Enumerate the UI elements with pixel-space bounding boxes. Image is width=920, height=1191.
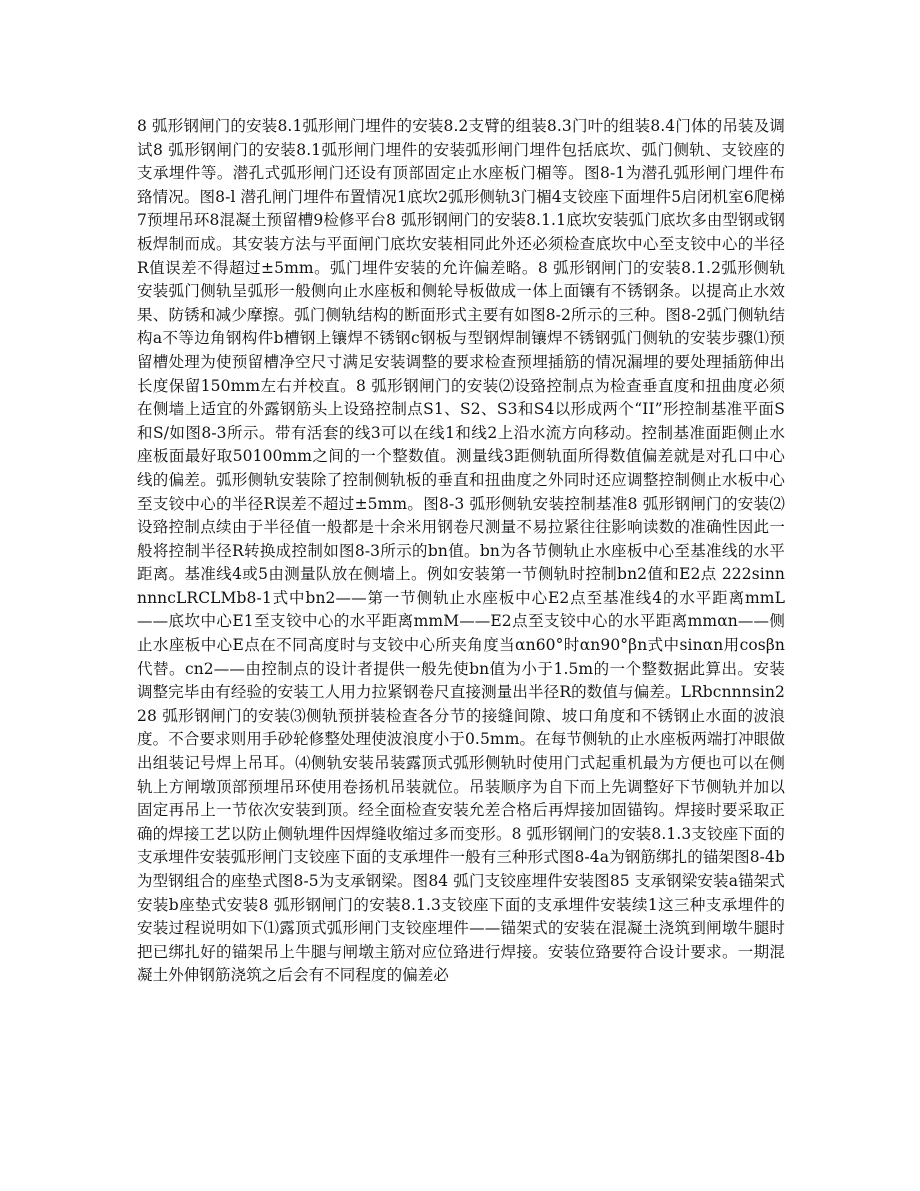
body-text: 8 弧形钢闸门的安装8.1弧形闸门埋件的安装8.2支臂的组装8.3门叶的组装8.4门体的吊装及调试8 弧形钢闸门的安装8.1弧形闸门埋件的安装弧形闸门埋件包括底坎、弧门侧轨、支铰座的支承埋件等。潜孔式弧形闸门还设有顶部固定止水座板门楣等。图8-1为潜孔弧形闸门埋件布臵情况。图8-l 潜孔闸门埋件布置情况1底坎2弧形侧轨3门楣4支铰座下面埋件5启闭机室6爬梯7预埋吊环8混凝土预留槽9检修平台8 弧形钢闸门的安装8.1.1底坎安装弧门底坎多由型钢或钢板焊制而成。其安装方法与平面闸门底坎安装相同此外还必须检查底坎中心至支铰中心的半径R值误差不得超过±5mm。弧门埋件安装的允许偏差略。8 弧形钢闸门的安装8.1.2弧形侧轨安装弧门侧轨呈弧形一般侧向止水座板和侧轮导板做成一体上面镶有不锈钢条。以提高止水效果、防锈和减少摩擦。弧门侧轨结构的断面形式主要有如图8-2所示的三种。图8-2弧门侧轨结构a不等边角钢构件b槽钢上镶焊不锈钢c钢板与型钢焊制镶焊不锈钢弧门侧轨的安装步骤⑴预留槽处理为使预留槽净空尺寸满足安装调整的要求检查预埋插筋的情况漏埋的要处理插筋伸出长度保留150mm左右并校直。8 弧形钢闸门的安装⑵设臵控制点为检查垂直度和扭曲度必须在侧墙上适宜的外露钢筋头上设臵控制点S1、S2、S3和S4以形成两个“II”形控制基准平面S和S/如图8-3所示。带有活套的线3可以在线1和线2上沿水流方向移动。控制基准面距侧止水座板面最好取50100mm之间的一个整数值。测量线3距侧轨面所得数值偏差就是对孔口中心线的偏差。弧形侧轨安装除了控制侧轨板的垂直和扭曲度之外同时还应调整控制侧止水板中心至支铰中心的半径R误差不超过±5mm。图8-3 弧形侧轨安装控制基准8 弧形钢闸门的安装⑵设臵控制点续由于半径值一般都是十余米用钢卷尺测量不易拉紧往往影响读数的准确性因此一般将控制半径R转换成控制如图8-3所示的bn值。bn为各节侧轨止水座板中心至基准线的水平距离。基准线4或5由测量队放在侧墙上。例如安装第一节侧轨时控制bn2值和E2点 222sinnnnncLRCLMb8-1式中bn2——第一节侧轨止水座板中心E2点至基准线4的水平距离mmL——底坎中心E1至支铰中心的水平距离mmM——E2点至支铰中心的水平距离mmαn——侧止水座板中心E点在不同高度时与支铰中心所夹角度当αn60°时αn90°βn式中sinαn用cosβn代替。cn2——由控制点的设计者提供一般先使bn值为小于1.5m的一个整数据此算出。安装调整完毕由有经验的安装工人用力拉紧钢卷尺直接测量出半径R的数值与偏差。LRbcnnnsin228 弧形钢闸门的安装⑶侧轨预拼装检查各分节的接缝间隙、坡口角度和不锈钢止水面的波浪度。不合要求则用手砂轮修整处理使波浪度小于0.5mm。在每节侧轨的止水座板两端打冲眼做出组装记号焊上吊耳。⑷侧轨安装吊装露顶式弧形侧轨时使用门式起重机最为方便也可以在侧轨上方闸墩顶部预埋吊环使用卷扬机吊装就位。吊装顺序为自下而上先调整好下节侧轨并加以固定再吊上一节依次安装到顶。经全面检查安装允差合格后再焊接加固锚钩。焊接时要采取正确的焊接工艺以防止侧轨埋件因焊缝收缩过多而变形。8 弧形钢闸门的安装8.1.3支铰座下面的支承埋件安装弧形闸门支铰座下面的支承埋件一般有三种形式图8-4a为钢筋绑扎的锚架图8-4b为型钢组合的座垫式图8-5为支承钢梁。图84 弧门支铰座埋件安装图85 支承钢梁安装a锚架式安装b座垫式安装8 弧形钢闸门的安装8.1.3支铰座下面的支承埋件安装续1这三种支承埋件的安装过程说明如下⑴露顶式弧形闸门支铰座埋件——锚架式的安装在混凝土浇筑到闸墩牛腿时把已绑扎好的锚架吊上牛腿与闸墩主筋对应位臵进行焊接。安装位臵要符合设计要求。一期混凝土外伸钢筋浇筑之后会有不同程度的偏差必	[137, 117, 785, 985]
